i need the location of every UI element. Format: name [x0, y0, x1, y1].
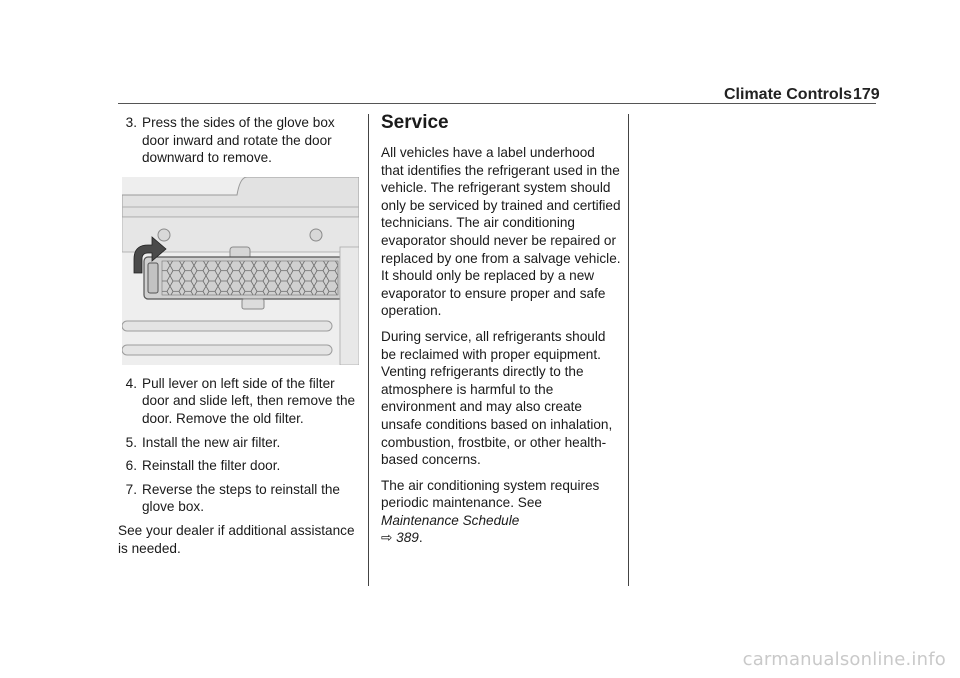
step-number: 3. [125, 115, 137, 130]
left-column [118, 114, 358, 565]
closing-note: See your dealer if additional assistance is needed. [118, 522, 355, 556]
watermark: carmanualsonline.info [742, 649, 946, 670]
step-item [118, 434, 358, 452]
header-rule [118, 103, 876, 104]
step-text: Pull lever on left side of the filter door and slide left, then remove the door. Remove the old filter. [142, 375, 356, 426]
service-heading: Service [381, 112, 449, 133]
maintenance-schedule-link[interactable]: Maintenance Schedule [381, 512, 520, 528]
paragraph-text: The air conditioning system requires periodic maintenance. See [381, 477, 600, 511]
filter-door-drawing [122, 177, 359, 365]
step-item [118, 481, 358, 516]
service-column [381, 112, 621, 555]
page-number: 179 [853, 86, 880, 103]
xref-page-link[interactable]: 389 [396, 530, 419, 546]
step-text: Reverse the steps to reinstall the glove box. [142, 481, 340, 515]
step-text: Reinstall the filter door. [142, 458, 281, 474]
service-paragraph-3 [381, 477, 621, 547]
step-item [118, 375, 358, 428]
steps-list [118, 375, 358, 516]
step-number: 6. [125, 458, 137, 474]
step-number: 4. [125, 375, 137, 391]
section-header-title: Climate Controls [724, 86, 853, 103]
column-divider [628, 114, 629, 586]
service-paragraph-2: During service, all refrigerants should be reclaimed with proper equipment. Venting refrigerants directly to the atmosphere is harmful to the environment and may also create unsafe conditions based on inhalation, combustion, frostbite, or other health-based concerns. [381, 328, 613, 468]
step-text: Press the sides of the glove box door inward and rotate the door downward to remove. [142, 115, 335, 166]
step-number: 5. [125, 434, 137, 450]
service-paragraph-1: All vehicles have a label underhood that identifies the refrigerant used in the vehicle. The refrigerant system should only be serviced by trained and certified technicians. The air conditioning evaporator should never be repaired or replaced by one from a salvage vehicle. It should only be replaced by a new evaporator to ensure proper and safe operation. [381, 145, 621, 319]
step-number: 7. [125, 481, 137, 497]
xref-arrow-icon: ⇨ [381, 530, 393, 546]
step-text: Install the new air filter. [142, 434, 281, 450]
step-3 [118, 114, 358, 167]
column-divider [368, 114, 369, 586]
paragraph-text: . [418, 530, 423, 546]
glove-box-filter-illustration [122, 177, 359, 365]
step-item [118, 457, 358, 475]
